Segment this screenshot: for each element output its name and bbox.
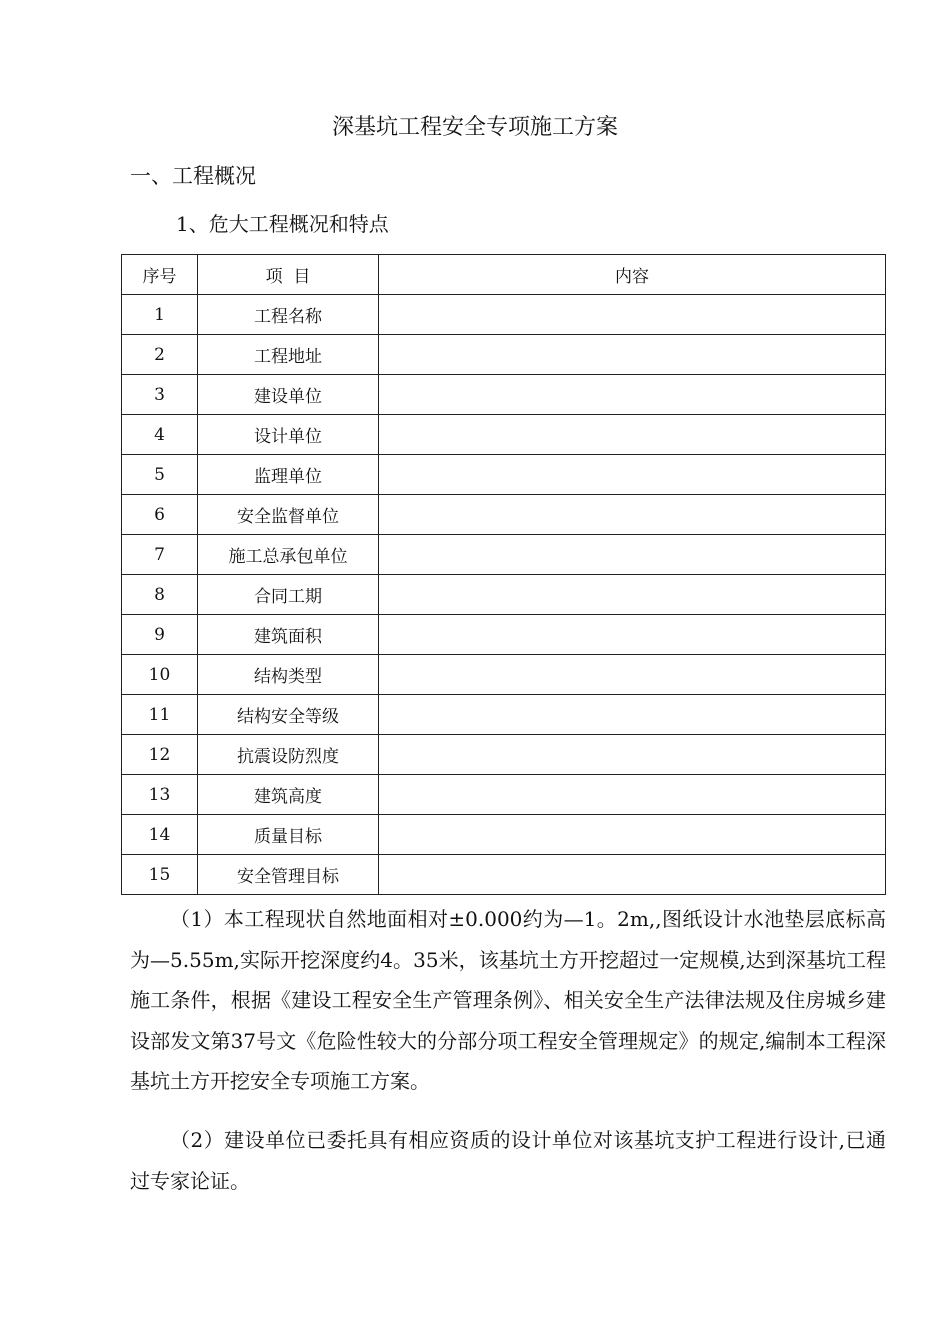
row-item-cell: 工程名称 [198, 295, 379, 335]
table-row [122, 735, 886, 775]
row-item-cell: 工程地址 [198, 335, 379, 375]
row-item-cell: 质量目标 [198, 815, 379, 855]
table-row [122, 615, 886, 655]
project-info-table [121, 254, 886, 895]
row-index-cell: 10 [122, 655, 198, 695]
row-item-cell: 建筑高度 [198, 775, 379, 815]
row-content-cell [379, 295, 886, 335]
row-item-cell: 合同工期 [198, 575, 379, 615]
table-row [122, 655, 886, 695]
document-title: 深基坑工程安全专项施工方案 [331, 115, 618, 140]
row-content-cell [379, 855, 886, 895]
row-content-cell [379, 735, 886, 775]
row-content-cell [379, 415, 886, 455]
table-row [122, 775, 886, 815]
row-index-cell: 14 [122, 815, 198, 855]
paragraph-1 [130, 899, 886, 1102]
table-row [122, 535, 886, 575]
row-item-cell: 结构安全等级 [198, 695, 379, 735]
table-row [122, 295, 886, 335]
row-index-cell: 11 [122, 695, 198, 735]
table-row [122, 815, 886, 855]
table-row [122, 855, 886, 895]
header-item: 项 目 [198, 255, 379, 295]
row-index-cell: 15 [122, 855, 198, 895]
paragraph-2 [130, 1120, 886, 1201]
table-header-row [122, 255, 886, 295]
row-index-cell: 1 [122, 295, 198, 335]
sub-heading: 1、危大工程概况和特点 [176, 212, 389, 236]
row-content-cell [379, 615, 886, 655]
row-content-cell [379, 655, 886, 695]
row-item-cell: 建筑面积 [198, 615, 379, 655]
row-index-cell: 3 [122, 375, 198, 415]
row-index-cell: 4 [122, 415, 198, 455]
row-item-cell: 抗震设防烈度 [198, 735, 379, 775]
row-content-cell [379, 535, 886, 575]
table-row [122, 335, 886, 375]
row-index-cell: 12 [122, 735, 198, 775]
row-content-cell [379, 575, 886, 615]
row-item-cell: 设计单位 [198, 415, 379, 455]
row-item-cell: 施工总承包单位 [198, 535, 379, 575]
row-item-cell: 监理单位 [198, 455, 379, 495]
table-row [122, 575, 886, 615]
row-item-cell: 建设单位 [198, 375, 379, 415]
table-body [122, 295, 886, 895]
row-content-cell [379, 335, 886, 375]
row-item-cell: 安全监督单位 [198, 495, 379, 535]
row-item-cell: 安全管理目标 [198, 855, 379, 895]
row-content-cell [379, 775, 886, 815]
paragraph-text: （1）本工程现状自然地面相对±0.000约为—1。2m,,图纸设计水池垫层底标高为—5.55m,实际开挖深度约4。35米，该基坑土方开挖超过一定规模,达到深基坑工程施工条件，根据《建设工程安全生产管理条例》、相关安全生产法律法规及住房城乡建设部发文第37号文《危险性较大的分部分项工程安全管理规定》的规定,编制本工程深基坑土方开挖安全专项施工方案。 [130, 907, 886, 1093]
table-row [122, 695, 886, 735]
row-index-cell: 13 [122, 775, 198, 815]
paragraph-text: （2）建设单位已委托具有相应资质的设计单位对该基坑支护工程进行设计,已通过专家论证。 [130, 1128, 886, 1193]
table-row [122, 455, 886, 495]
table-row [122, 415, 886, 455]
row-content-cell [379, 815, 886, 855]
header-index: 序号 [122, 255, 198, 295]
table-row [122, 495, 886, 535]
row-content-cell [379, 695, 886, 735]
row-index-cell: 7 [122, 535, 198, 575]
table-row [122, 375, 886, 415]
section-heading: 一、工程概况 [130, 164, 256, 188]
row-index-cell: 5 [122, 455, 198, 495]
row-index-cell: 2 [122, 335, 198, 375]
row-content-cell [379, 375, 886, 415]
row-index-cell: 8 [122, 575, 198, 615]
row-index-cell: 6 [122, 495, 198, 535]
row-item-cell: 结构类型 [198, 655, 379, 695]
row-index-cell: 9 [122, 615, 198, 655]
header-content: 内容 [379, 255, 886, 295]
row-content-cell [379, 455, 886, 495]
row-content-cell [379, 495, 886, 535]
